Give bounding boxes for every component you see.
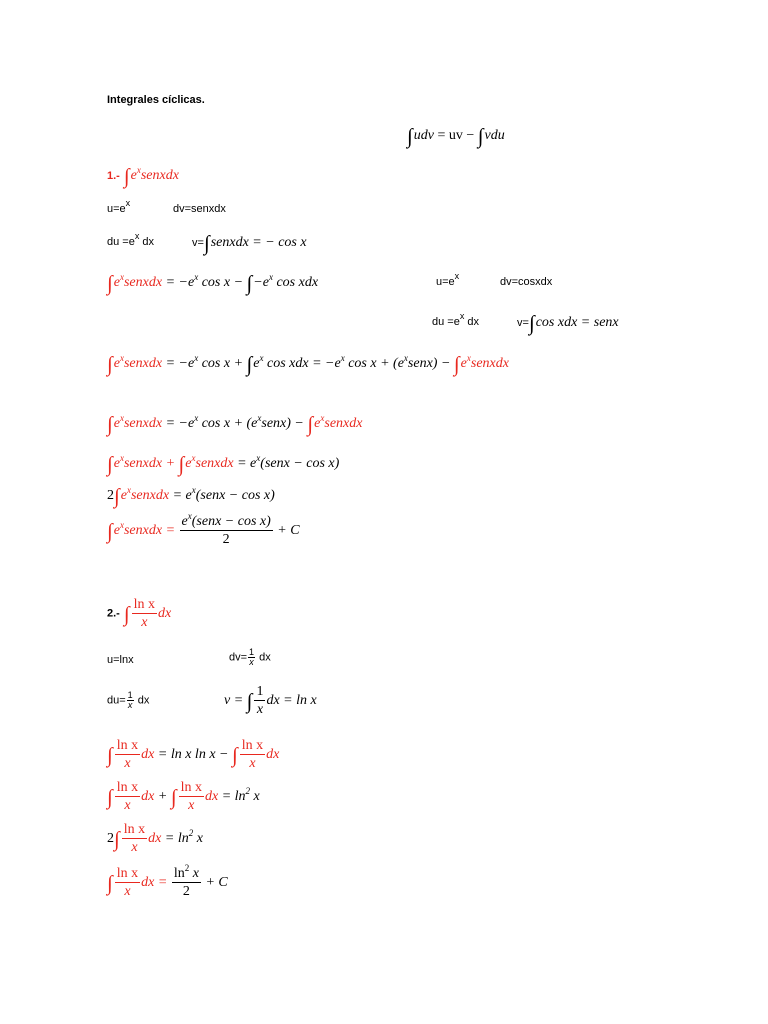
fraction: $\frac{e^x(senx - \cos x)}{2}$ <box>181 511 271 547</box>
problem-1-step-2: $\int e^xsenxdx = -e^x$ $\cos x + \int e^x$ cos xdx = $-e^x$ $\cos x + (e^xsenx)$ − $\int e^xsenxdx$ <box>107 352 509 376</box>
problem-1-v: v=∫senxdx = − cos x <box>192 231 307 255</box>
problem-2-u: u=lnx <box>107 654 134 666</box>
problem-2-v: v = ∫ $\frac{1}{x}$ dx = ln x <box>224 684 317 717</box>
problem-2-step-4: ∫ $\frac{\text{ln x}}{x}$ dx = $\frac{\ln^2 x}{2}$ + C <box>107 863 228 899</box>
problem-1-header: 1.- $\int e^xsenxdx$ <box>107 164 179 188</box>
problem-1-step-4: $\int e^xsenxdx$ + $\int e^xsenxdx$ = $e^x(senx - \cos x)$ <box>107 452 340 476</box>
problem-1-step-1: $\int e^xsenxdx = -e^x$ $\cos x - \int-e^x$ cos xdx <box>107 271 319 295</box>
problem-1-u: $u=e^x$ <box>107 198 131 215</box>
fraction: $\frac{\ln^2 x}{2}$ <box>173 863 199 899</box>
problem-2-step-1: ∫ $\frac{\text{ln x}}{x}$ dx = ln x ln x − ∫ $\frac{\text{ln x}}{x}$ dx <box>107 738 280 771</box>
problem-1-aside-v: v=∫cos xdx = senx <box>517 311 619 335</box>
problem-1-aside-dv: dv=cosxdx <box>500 276 553 288</box>
problem-1-step-3: $\int e^xsenxdx = -e^x$ $\cos x + (e^xsenx)$ − $\int e^xsenxdx$ <box>107 412 363 436</box>
problem-2-header: 2.- ∫ $\frac{\text{ln x}}{x}$ dx <box>107 597 172 630</box>
problem-1-dv: dv=senxdx <box>173 203 226 215</box>
problem-2-step-2: ∫ $\frac{\text{ln x}}{x}$ dx + ∫ $\frac{\text{ln x}}{x}$ dx = $\ln^2 x$ <box>107 780 260 813</box>
integral-sign: ∫ <box>407 124 413 148</box>
problem-1-du: du $=e^x$ dx <box>107 231 155 248</box>
problem-1-aside-du: du $=e^x$ dx <box>432 311 480 328</box>
problem-1-step-5: $2\int e^xsenxdx$ = $e^x(senx - \cos x)$ <box>107 484 275 508</box>
problem-1-aside-u: $u=e^x$ <box>436 271 460 288</box>
problem-1-step-6: $\int e^xsenxdx$ = $\frac{e^x(senx - \cos x)}{2}$ + C <box>107 511 300 547</box>
problem-2-dv: dv= $\frac{1}{x}$ dx <box>229 647 271 667</box>
problem-2-step-3: 2∫ $\frac{\text{ln x}}{x}$ dx = $\ln^2 x$ <box>107 822 203 855</box>
page-title: Integrales cíclicas. <box>107 94 205 106</box>
integration-by-parts-formula: ∫udv = uv − ∫vdu <box>407 124 505 148</box>
problem-2-du: du= $\frac{1}{x}$ dx <box>107 690 150 710</box>
